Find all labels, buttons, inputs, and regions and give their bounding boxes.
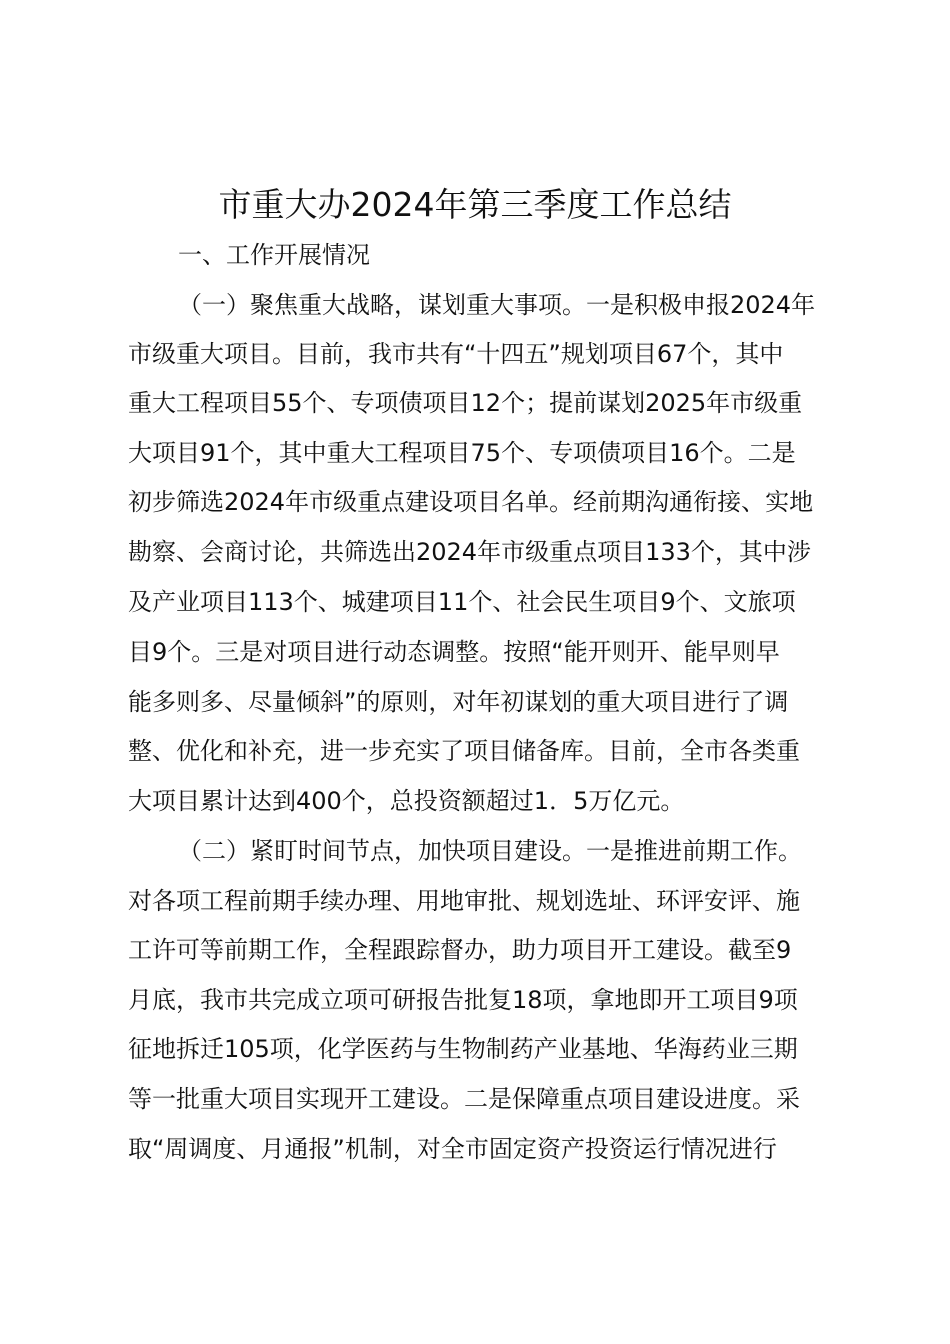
body-line: 市级重大项目。目前，我市共有“十四五”规划项目67个，其中	[128, 340, 784, 368]
body-line: 月底，我市共完成立项可研报告批复18项，拿地即开工项目9项	[128, 986, 798, 1014]
body-line: 初步筛选2024年市级重点建设项目名单。经前期沟通衔接、实地	[128, 488, 814, 516]
document-title: 市重大办2024年第三季度工作总结	[218, 185, 732, 224]
body-line: 大项目累计达到400个，总投资额超过1．5万亿元。	[128, 787, 685, 815]
body-line: （一）聚焦重大战略，谋划重大事项。一是积极申报2024年	[178, 291, 816, 319]
body-line: 等一批重大项目实现开工建设。二是保障重点项目建设进度。采	[128, 1085, 800, 1113]
body-line: 重大工程项目55个、专项债项目12个；提前谋划2025年市级重	[128, 389, 803, 417]
body-line: 勘察、会商讨论，共筛选出2024年市级重点项目133个，其中涉	[128, 538, 811, 566]
body-line: 及产业项目113个、城建项目11个、社会民生项目9个、文旅项	[128, 588, 796, 616]
body-line: 征地拆迁105项，化学医药与生物制药产业基地、华海药业三期	[128, 1035, 798, 1063]
body-line: 目9个。三是对项目进行动态调整。按照“能开则开、能早则早	[128, 638, 780, 666]
body-line: 能多则多、尽量倾斜”的原则，对年初谋划的重大项目进行了调	[128, 688, 789, 716]
body-line: 整、优化和补充，进一步充实了项目储备库。目前，全市各类重	[128, 737, 800, 765]
body-line: （二）紧盯时间节点，加快项目建设。一是推进前期工作。	[178, 837, 802, 865]
body-line: 取“周调度、月通报”机制，对全市固定资产投资运行情况进行	[128, 1135, 777, 1163]
section-heading: 一、工作开展情况	[178, 241, 370, 269]
body-line: 大项目91个，其中重大工程项目75个、专项债项目16个。二是	[128, 439, 796, 467]
body-line: 对各项工程前期手续办理、用地审批、规划选址、环评安评、施	[128, 887, 800, 915]
body-line: 工许可等前期工作，全程跟踪督办，助力项目开工建设。截至9	[128, 936, 792, 964]
